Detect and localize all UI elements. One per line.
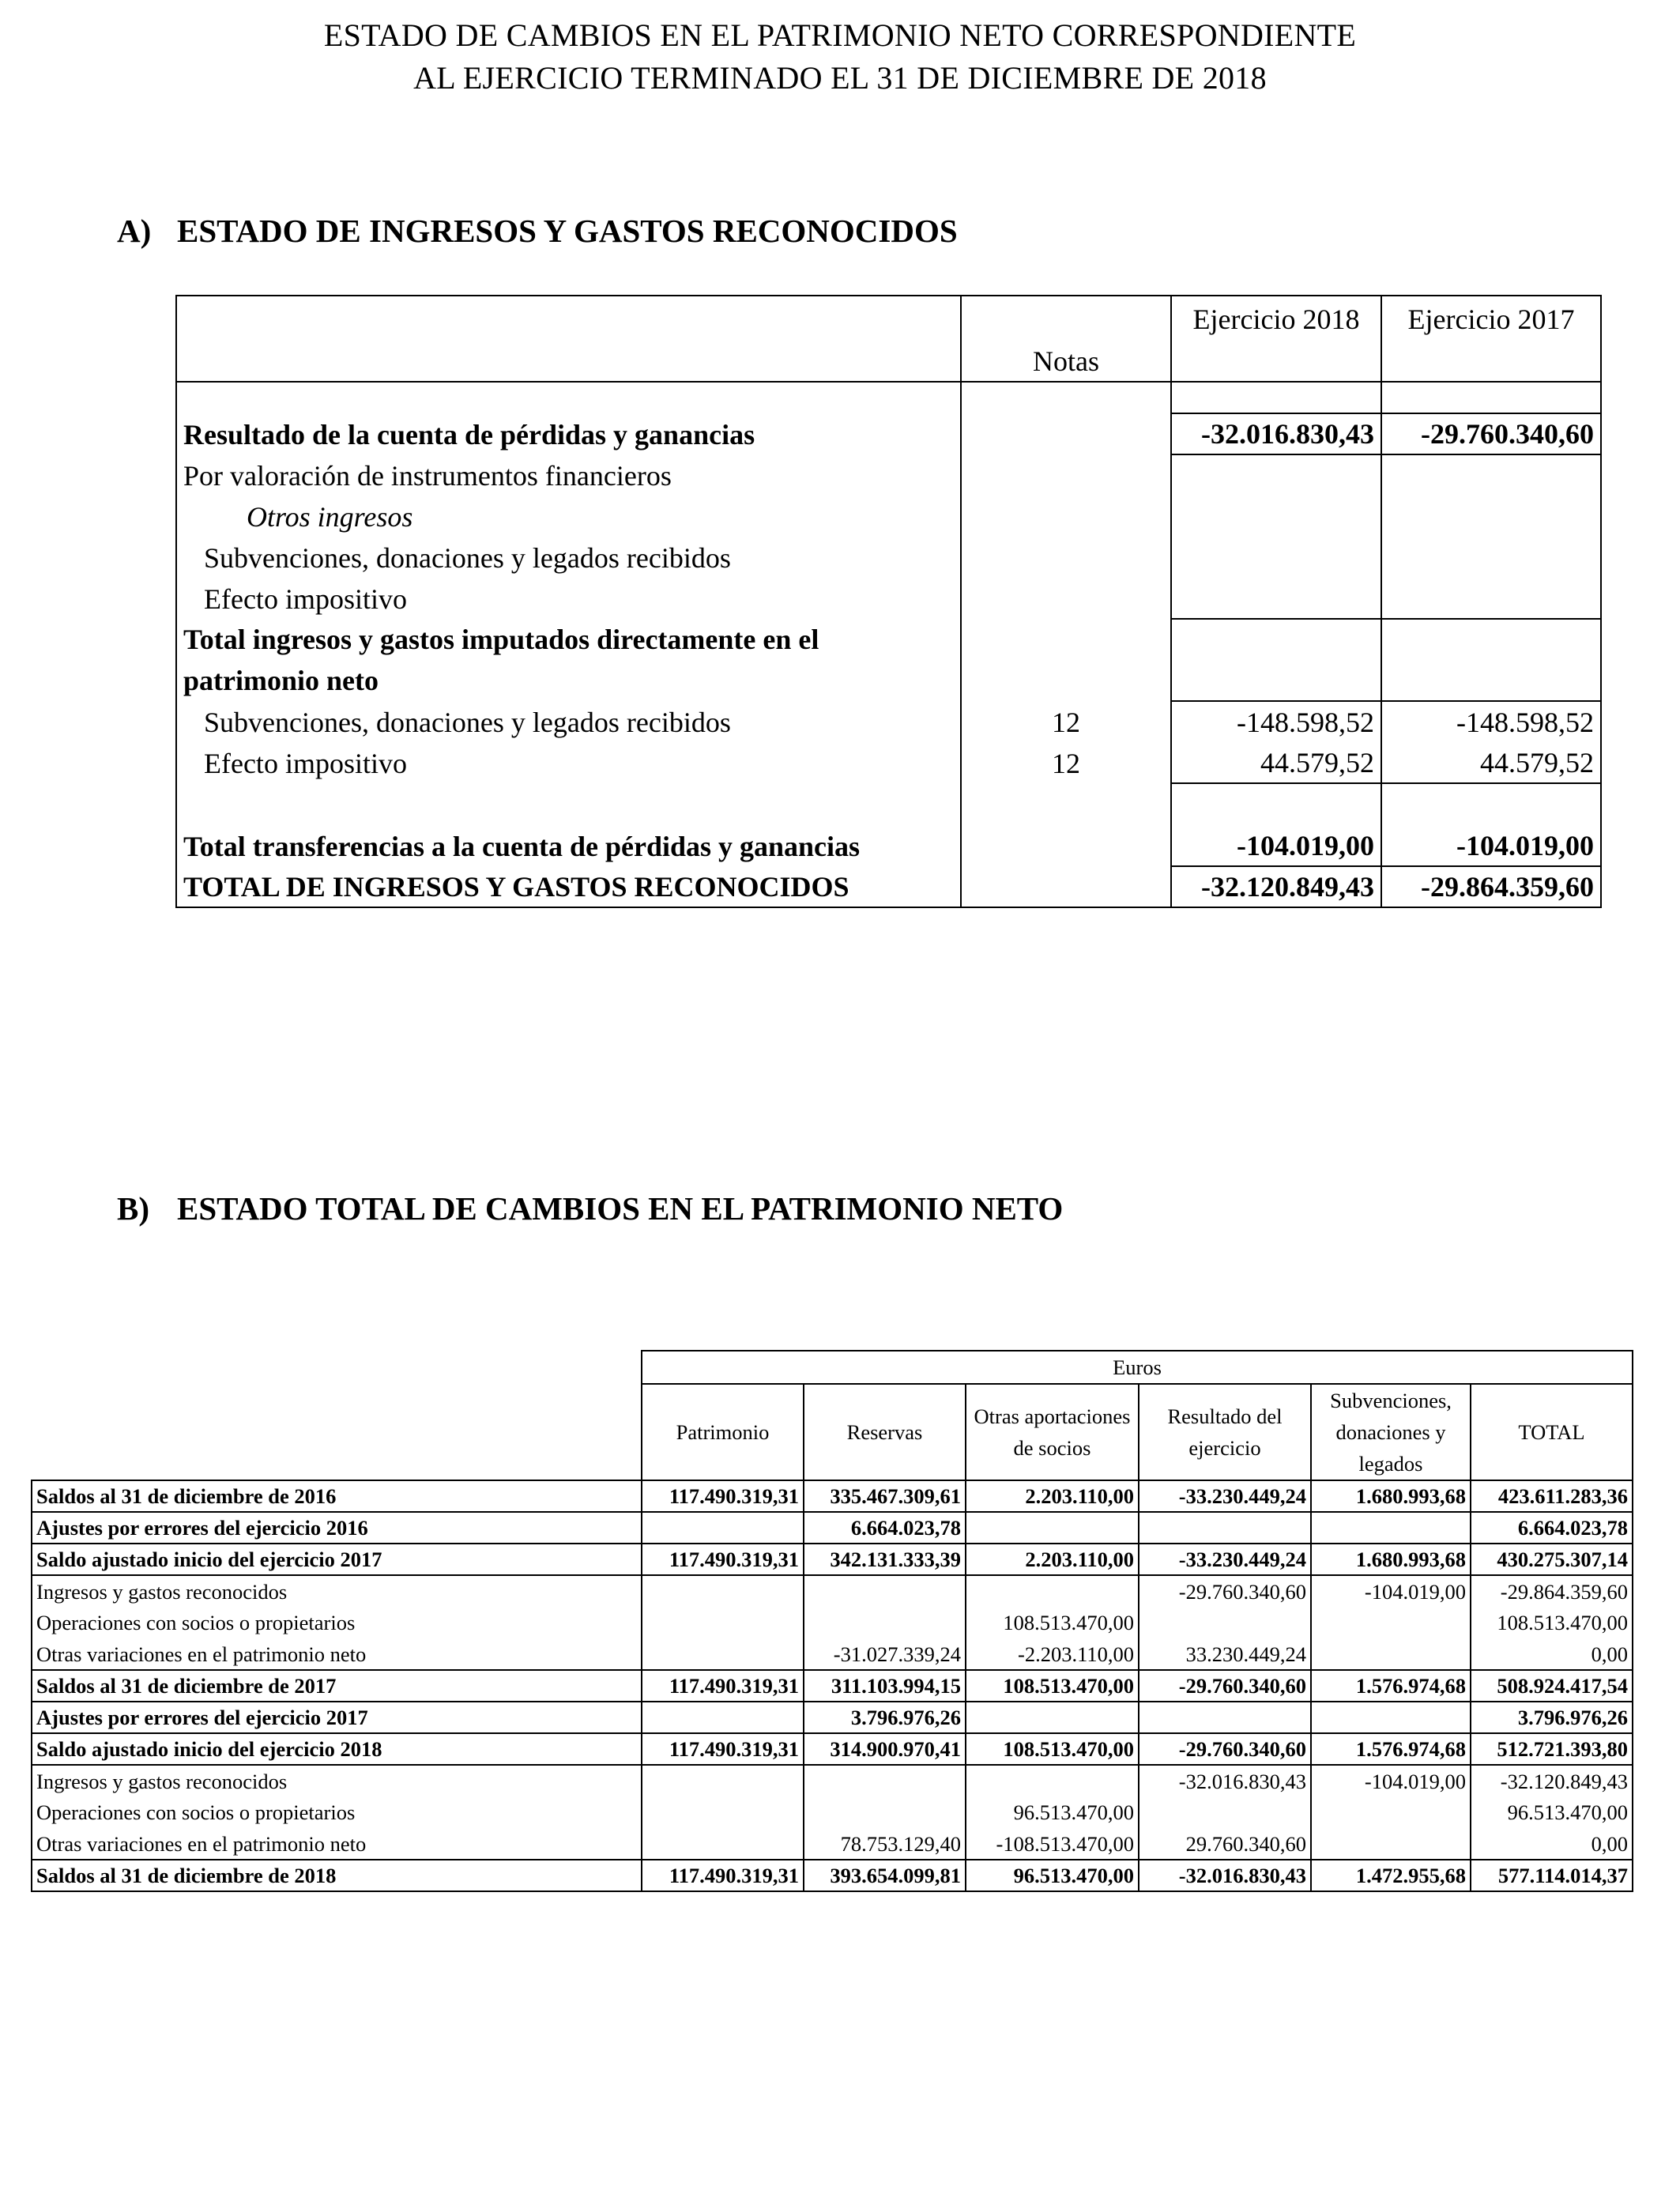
table-row: Total transferencias a la cuenta de pérdidas y ganancias -104.019,00 -104.019,00 xyxy=(176,826,1601,866)
table-row xyxy=(32,1512,1633,1544)
row-value xyxy=(804,1796,966,1828)
row-value: 1.576.974,68 xyxy=(1311,1733,1471,1765)
header-total: TOTAL xyxy=(1471,1384,1633,1480)
section-a-title: ESTADO DE INGRESOS Y GASTOS RECONOCIDOS xyxy=(177,213,958,249)
row-value: 1.680.993,68 xyxy=(1311,1480,1471,1512)
row-label: Otras variaciones en el patrimonio neto xyxy=(32,1638,642,1670)
row-label: Operaciones con socios o propietarios xyxy=(32,1796,642,1828)
row-value xyxy=(1311,1638,1471,1670)
section-a-letter: A) xyxy=(117,213,152,249)
table-b-euros-row xyxy=(32,1351,1633,1384)
table-b-column-header-row xyxy=(32,1384,1633,1480)
table-row xyxy=(32,1860,1633,1891)
row-value xyxy=(804,1607,966,1638)
row-value xyxy=(966,1765,1139,1796)
row-value: -32.120.849,43 xyxy=(1471,1765,1633,1796)
row-value: 577.114.014,37 xyxy=(1471,1860,1633,1891)
row-value: 78.753.129,40 xyxy=(804,1828,966,1860)
row-value: 96.513.470,00 xyxy=(966,1860,1139,1891)
table-row xyxy=(32,1733,1633,1765)
row-value: -33.230.449,24 xyxy=(1139,1480,1311,1512)
row-value: 1.576.974,68 xyxy=(1311,1670,1471,1702)
row-value: -104.019,00 xyxy=(1311,1575,1471,1607)
row-value xyxy=(642,1638,804,1670)
header-ejercicio-2018: Ejercicio 2018 xyxy=(1171,296,1381,341)
row-value: -32.016.830,43 xyxy=(1139,1765,1311,1796)
row-value xyxy=(642,1607,804,1638)
row-value: 108.513.470,00 xyxy=(966,1733,1139,1765)
row-label: Ingresos y gastos reconocidos xyxy=(32,1765,642,1796)
table-row xyxy=(32,1828,1633,1860)
row-value xyxy=(1139,1702,1311,1733)
row-label: Ingresos y gastos reconocidos xyxy=(32,1575,642,1607)
row-value xyxy=(966,1512,1139,1544)
title-line-2: AL EJERCICIO TERMINADO EL 31 DE DICIEMBRE DE 2018 xyxy=(413,60,1267,96)
table-row xyxy=(32,1607,1633,1638)
table-row: Efecto impositivo 12 44.579,52 44.579,52 xyxy=(176,742,1601,783)
row-value: -33.230.449,24 xyxy=(1139,1544,1311,1575)
row-value: 430.275.307,14 xyxy=(1471,1544,1633,1575)
section-b-letter: B) xyxy=(117,1190,149,1227)
row-value xyxy=(642,1512,804,1544)
row-value: 1.680.993,68 xyxy=(1311,1544,1471,1575)
row-value: 311.103.994,15 xyxy=(804,1670,966,1702)
row-value: 108.513.470,00 xyxy=(966,1607,1139,1638)
section-b-title: ESTADO TOTAL DE CAMBIOS EN EL PATRIMONIO NETO xyxy=(177,1190,1064,1227)
row-value: -31.027.339,24 xyxy=(804,1638,966,1670)
row-value: 3.796.976,26 xyxy=(804,1702,966,1733)
row-value: 108.513.470,00 xyxy=(1471,1607,1633,1638)
header-resultado-ejercicio: Resultado del ejercicio xyxy=(1139,1384,1311,1480)
row-value: 108.513.470,00 xyxy=(966,1670,1139,1702)
row-value: -29.760.340,60 xyxy=(1139,1575,1311,1607)
table-row: Otros ingresos xyxy=(176,496,1601,537)
row-value: 117.490.319,31 xyxy=(642,1860,804,1891)
row-value: 96.513.470,00 xyxy=(1471,1796,1633,1828)
table-row xyxy=(32,1702,1633,1733)
row-value: 6.664.023,78 xyxy=(1471,1512,1633,1544)
row-value: -108.513.470,00 xyxy=(966,1828,1139,1860)
table-row xyxy=(32,1638,1633,1670)
row-value xyxy=(1311,1828,1471,1860)
row-value xyxy=(642,1702,804,1733)
table-row xyxy=(32,1796,1633,1828)
row-value xyxy=(642,1575,804,1607)
row-label: Operaciones con socios o propietarios xyxy=(32,1607,642,1638)
row-value xyxy=(642,1765,804,1796)
header-reservas: Reservas xyxy=(804,1384,966,1480)
row-label: Saldos al 31 de diciembre de 2016 xyxy=(32,1480,642,1512)
row-label: Otras variaciones en el patrimonio neto xyxy=(32,1828,642,1860)
row-value: 117.490.319,31 xyxy=(642,1670,804,1702)
row-value xyxy=(642,1796,804,1828)
header-otras-aportaciones: Otras aportaciones de socios xyxy=(966,1384,1139,1480)
table-row xyxy=(32,1765,1633,1796)
row-value: 33.230.449,24 xyxy=(1139,1638,1311,1670)
row-value: 117.490.319,31 xyxy=(642,1480,804,1512)
row-value: -29.760.340,60 xyxy=(1139,1670,1311,1702)
row-value xyxy=(1139,1512,1311,1544)
row-label: Ajustes por errores del ejercicio 2016 xyxy=(32,1512,642,1544)
table-a-header-row-2 xyxy=(176,341,1601,382)
row-value: 342.131.333,39 xyxy=(804,1544,966,1575)
table-row: Subvenciones, donaciones y legados recibidos 12 -148.598,52 -148.598,52 xyxy=(176,701,1601,742)
table-row xyxy=(32,1544,1633,1575)
ingresos-gastos-table xyxy=(175,295,1602,908)
table-row xyxy=(32,1670,1633,1702)
row-value xyxy=(1139,1607,1311,1638)
cambios-patrimonio-table xyxy=(31,1350,1633,1892)
row-value: 508.924.417,54 xyxy=(1471,1670,1633,1702)
table-row xyxy=(32,1575,1633,1607)
table-row: Por valoración de instrumentos financieros xyxy=(176,454,1601,496)
row-label: Saldos al 31 de diciembre de 2018 xyxy=(32,1860,642,1891)
header-notas: Notas xyxy=(961,341,1171,382)
row-value xyxy=(804,1765,966,1796)
table-row: Total ingresos y gastos imputados directamente en el patrimonio neto xyxy=(176,619,1601,701)
row-value: 512.721.393,80 xyxy=(1471,1733,1633,1765)
row-value: 0,00 xyxy=(1471,1828,1633,1860)
row-value: 1.472.955,68 xyxy=(1311,1860,1471,1891)
row-value: 29.760.340,60 xyxy=(1139,1828,1311,1860)
row-value xyxy=(1311,1607,1471,1638)
table-row xyxy=(32,1480,1633,1512)
row-label: Saldo ajustado inicio del ejercicio 2018 xyxy=(32,1733,642,1765)
table-row: Subvenciones, donaciones y legados recibidos xyxy=(176,537,1601,578)
header-euros: Euros xyxy=(642,1351,1633,1384)
row-value: 314.900.970,41 xyxy=(804,1733,966,1765)
row-value xyxy=(966,1702,1139,1733)
row-value: -2.203.110,00 xyxy=(966,1638,1139,1670)
row-value xyxy=(966,1575,1139,1607)
row-value: 96.513.470,00 xyxy=(966,1796,1139,1828)
table-row: Efecto impositivo xyxy=(176,578,1601,619)
row-value xyxy=(1311,1512,1471,1544)
row-value: 423.611.283,36 xyxy=(1471,1480,1633,1512)
row-value: 6.664.023,78 xyxy=(804,1512,966,1544)
row-value: 335.467.309,61 xyxy=(804,1480,966,1512)
header-ejercicio-2017: Ejercicio 2017 xyxy=(1381,296,1601,341)
row-value: 2.203.110,00 xyxy=(966,1480,1139,1512)
row-value: 0,00 xyxy=(1471,1638,1633,1670)
row-value: -104.019,00 xyxy=(1311,1765,1471,1796)
row-value: 117.490.319,31 xyxy=(642,1733,804,1765)
row-value: 2.203.110,00 xyxy=(966,1544,1139,1575)
header-subvenciones: Subvenciones, donaciones y legados xyxy=(1311,1384,1471,1480)
row-value: 117.490.319,31 xyxy=(642,1544,804,1575)
row-value xyxy=(1311,1702,1471,1733)
title-line-1: ESTADO DE CAMBIOS EN EL PATRIMONIO NETO CORRESPONDIENTE xyxy=(323,17,1357,53)
header-patrimonio: Patrimonio xyxy=(642,1384,804,1480)
section-b-heading xyxy=(117,1189,1063,1227)
table-row: Resultado de la cuenta de pérdidas y ganancias -32.016.830,43 -29.760.340,60 xyxy=(176,413,1601,454)
row-value xyxy=(1311,1796,1471,1828)
table-a-header-row xyxy=(176,296,1601,341)
row-label: Saldo ajustado inicio del ejercicio 2017 xyxy=(32,1544,642,1575)
row-value: 393.654.099,81 xyxy=(804,1860,966,1891)
row-value: 3.796.976,26 xyxy=(1471,1702,1633,1733)
row-value xyxy=(642,1828,804,1860)
row-value: -32.016.830,43 xyxy=(1139,1860,1311,1891)
document-title xyxy=(0,14,1680,100)
section-a-heading xyxy=(117,212,958,250)
row-value xyxy=(804,1575,966,1607)
row-value: -29.760.340,60 xyxy=(1139,1733,1311,1765)
row-value xyxy=(1139,1796,1311,1828)
table-row: TOTAL DE INGRESOS Y GASTOS RECONOCIDOS -32.120.849,43 -29.864.359,60 xyxy=(176,866,1601,907)
row-label: Ajustes por errores del ejercicio 2017 xyxy=(32,1702,642,1733)
row-label: Saldos al 31 de diciembre de 2017 xyxy=(32,1670,642,1702)
row-value: -29.864.359,60 xyxy=(1471,1575,1633,1607)
